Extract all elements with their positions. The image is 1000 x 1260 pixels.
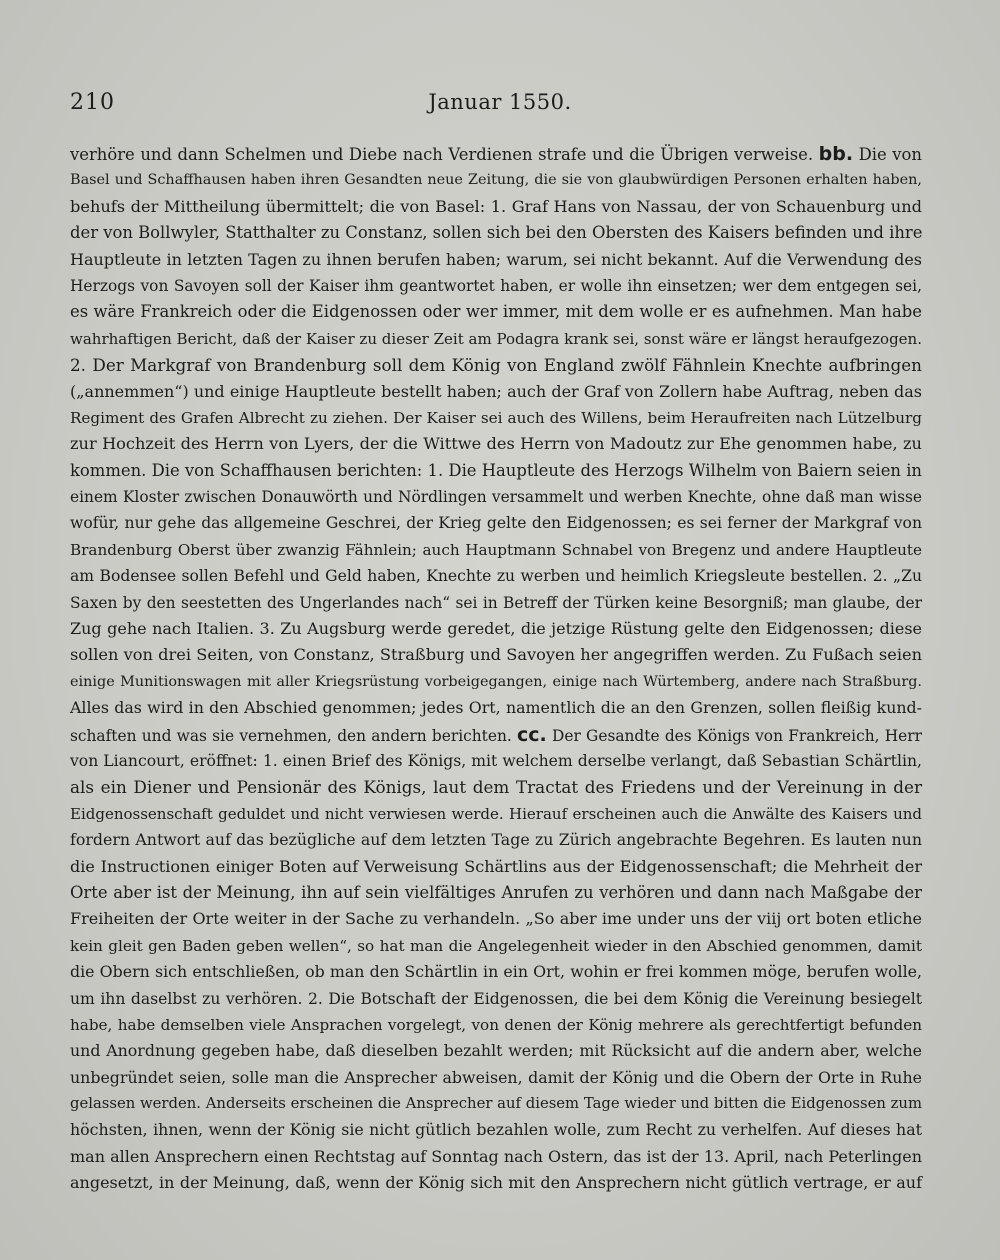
text-line bbox=[70, 616, 922, 642]
text-segment: unbegründet seien, solle man die Ansprecher abweisen, damit der König und die Obern der Orte in Ruhe bbox=[70, 1067, 922, 1087]
text-line bbox=[70, 1091, 922, 1117]
running-head bbox=[70, 90, 930, 120]
text-line bbox=[70, 326, 922, 352]
text-segment: wofür, nur gehe das allgemeine Geschrei, der Krieg gelte den Eidgenossen; es sei ferner der Markgraf von bbox=[70, 514, 922, 533]
text-segment: Eidgenossenschaft geduldet und nicht verwiesen werde. Hierauf erscheinen auch die Anwälte des Kaisers und bbox=[70, 804, 922, 823]
text-segment: man allen Ansprechern einen Rechtstag auf Sonntag nach Ostern, das ist der 13. April, nach Peterlingen bbox=[70, 1146, 922, 1166]
text-line bbox=[70, 458, 922, 484]
section-marker: cc. bbox=[517, 723, 547, 746]
text-segment: von Liancourt, eröffnet: 1. einen Brief des Königs, mit welchem derselbe verlangt, daß Sebastian Schärtlin, bbox=[70, 751, 922, 770]
text-segment: angesetzt, in der Meinung, daß, wenn der König sich mit den Ansprechern nicht gütlich vertrage, er auf bbox=[70, 1173, 922, 1193]
text-segment: Die von bbox=[853, 145, 922, 164]
text-line bbox=[70, 247, 922, 273]
text-line bbox=[70, 986, 922, 1012]
text-segment: und Anordnung gegeben habe, daß dieselben bezahlt werden; mit Rücksicht auf die andern aber, welche bbox=[70, 1041, 922, 1061]
text-segment: der von Bollwyler, Statthalter zu Constanz, sollen sich bei den Obersten des Kaisers befinden und ihre bbox=[70, 223, 923, 243]
text-line bbox=[70, 1038, 922, 1064]
text-segment: fordern Antwort auf das bezügliche auf dem letzten Tage zu Zürich angebrachte Begehren. Es lauten nun bbox=[70, 830, 922, 850]
text-line bbox=[70, 431, 922, 457]
text-line bbox=[70, 1170, 922, 1196]
text-line bbox=[70, 722, 922, 748]
text-segment: die Obern sich entschließen, ob man den Schärtlin in ein Ort, wohin er frei kommen möge, berufen wolle, bbox=[70, 962, 922, 982]
text-line bbox=[70, 194, 922, 220]
text-segment: sollen von drei Seiten, von Constanz, Straßburg und Savoyen her angegriffen werden. Zu Fußach seien bbox=[70, 645, 922, 665]
text-segment: als ein Diener und Pensionär des Königs, laut dem Tractat des Friedens und der Vereinung in der bbox=[70, 777, 922, 798]
text-line bbox=[70, 537, 922, 563]
text-segment: Saxen by den seestetten des Ungerlandes nach“ sei in Betreff der Türken keine Besorgniß; man glaube, der bbox=[70, 593, 922, 612]
text-line bbox=[70, 299, 922, 325]
text-segment: behufs der Mittheilung übermittelt; die von Basel: 1. Graf Hans von Nassau, der von Schauenburg und bbox=[70, 196, 922, 216]
text-segment: verhöre und dann Schelmen und Diebe nach Verdienen strafe und die Übrigen verweise. bbox=[70, 145, 819, 164]
text-line bbox=[70, 774, 922, 800]
text-line bbox=[70, 1065, 922, 1091]
text-segment: Brandenburg Oberst über zwanzig Fähnlein; auch Hauptmann Schnabel von Bregenz und andere Hauptleute bbox=[70, 540, 922, 559]
text-line bbox=[70, 167, 922, 193]
text-segment: wahrhaftigen Bericht, daß der Kaiser zu dieser Zeit am Podagra krank sei, sonst wäre er längst heraufgezogen. bbox=[70, 329, 922, 348]
text-line bbox=[70, 642, 922, 668]
text-line bbox=[70, 590, 922, 616]
text-line bbox=[70, 352, 922, 378]
header-title: Januar 1550. bbox=[428, 90, 572, 114]
text-line bbox=[70, 827, 922, 853]
text-segment: einige Munitionswagen mit aller Kriegsrüstung vorbeigegangen, einige nach Würtemberg, andere nach Straßburg. bbox=[70, 673, 922, 690]
text-segment: kein gleit gen Baden geben wellen“, so hat man die Angelegenheit wieder in den Abschied genommen, damit bbox=[70, 936, 922, 955]
text-segment: Regiment des Grafen Albrecht zu ziehen. Der Kaiser sei auch des Willens, beim Heraufreiten nach Lützelburg bbox=[70, 408, 922, 427]
text-segment: einem Kloster zwischen Donauwörth und Nördlingen versammelt und werben Knechte, ohne daß man wisse bbox=[70, 488, 922, 507]
text-line bbox=[70, 880, 922, 906]
text-line bbox=[70, 669, 922, 695]
text-line bbox=[70, 748, 922, 774]
text-segment: die Instructionen einiger Boten auf Verweisung Schärtlins aus der Eidgenossenschaft; die Mehrheit der bbox=[70, 856, 922, 876]
text-segment: Der Gesandte des Königs von Frankreich, Herr bbox=[546, 726, 922, 745]
text-segment: Herzogs von Savoyen soll der Kaiser ihm geantwortet haben, er wolle ihn einsetzen; wer dem entgegen sei, bbox=[70, 276, 922, 295]
text-line bbox=[70, 563, 922, 589]
text-line bbox=[70, 1012, 922, 1038]
text-line bbox=[70, 1117, 922, 1143]
text-segment: 2. Der Markgraf von Brandenburg soll dem König von England zwölf Fähnlein Knechte aufbringen bbox=[70, 355, 922, 376]
text-segment: Alles das wird in den Abschied genommen; jedes Ort, namentlich die an den Grenzen, sollen fleißig kund- bbox=[70, 698, 922, 718]
text-line bbox=[70, 959, 922, 985]
text-segment: Hauptleute in letzten Tagen zu ihnen berufen haben; warum, sei nicht bekannt. Auf die Verwendung des bbox=[70, 249, 922, 269]
text-segment: („annemmen“) und einige Hauptleute bestellt haben; auch der Graf von Zollern habe Auftrag, neben das bbox=[70, 381, 922, 401]
text-segment: Freiheiten der Orte weiter in der Sache zu verhandeln. „So aber ime under uns der viij ort boten etliche bbox=[70, 909, 922, 929]
page-number: 210 bbox=[70, 90, 115, 115]
text-segment: Zug gehe nach Italien. 3. Zu Augsburg werde geredet, die jetzige Rüstung gelte den Eidgenossen; diese bbox=[70, 619, 922, 639]
text-segment: kommen. Die von Schaffhausen berichten: 1. Die Hauptleute des Herzogs Wilhelm von Baiern seien in bbox=[70, 460, 922, 480]
text-segment: schaften und was sie vernehmen, den andern berichten. bbox=[70, 726, 517, 745]
text-line bbox=[70, 801, 922, 827]
text-line bbox=[70, 484, 922, 510]
text-segment: gelassen werden. Anderseits erscheinen die Ansprecher auf diesem Tage wieder und bitten die Eidgenossen zum bbox=[70, 1095, 922, 1113]
text-segment: habe, habe demselben viele Ansprachen vorgelegt, von denen der König mehrere als gerechtfertigt befunden bbox=[70, 1015, 922, 1034]
text-line bbox=[70, 379, 922, 405]
text-line bbox=[70, 933, 922, 959]
text-line bbox=[70, 141, 922, 167]
text-line bbox=[70, 405, 922, 431]
text-line bbox=[70, 695, 922, 721]
text-segment: am Bodensee sollen Befehl und Geld haben, Knechte zu werben und heimlich Kriegsleute bestellen. 2. „Zu bbox=[70, 567, 922, 586]
text-line bbox=[70, 510, 922, 536]
text-segment: es wäre Frankreich oder die Eidgenossen oder wer immer, mit dem wolle er es aufnehmen. Man habe bbox=[70, 302, 922, 322]
text-segment: höchsten, ihnen, wenn der König sie nicht gütlich bezahlen wolle, zum Recht zu verhelfen. Auf dieses hat bbox=[70, 1120, 922, 1140]
text-line bbox=[70, 1144, 922, 1170]
section-marker: bb. bbox=[818, 143, 854, 165]
text-line bbox=[70, 854, 922, 880]
text-segment: Orte aber ist der Meinung, ihn auf sein vielfältiges Anrufen zu verhören und dann nach Maßgabe der bbox=[70, 882, 922, 902]
text-segment: Basel und Schaffhausen haben ihren Gesandten neue Zeitung, die sie von glaubwürdigen Personen erhalten haben, bbox=[70, 172, 922, 189]
text-segment: zur Hochzeit des Herrn von Lyers, der die Wittwe des Herrn von Madoutz zur Ehe genommen habe, zu bbox=[70, 434, 922, 454]
text-line bbox=[70, 220, 922, 246]
text-line bbox=[70, 906, 922, 932]
text-segment: um ihn daselbst zu verhören. 2. Die Botschaft der Eidgenossen, die bei dem König die Vereinung besiegelt bbox=[70, 989, 922, 1008]
text-line bbox=[70, 273, 922, 299]
body-text bbox=[70, 141, 922, 1197]
